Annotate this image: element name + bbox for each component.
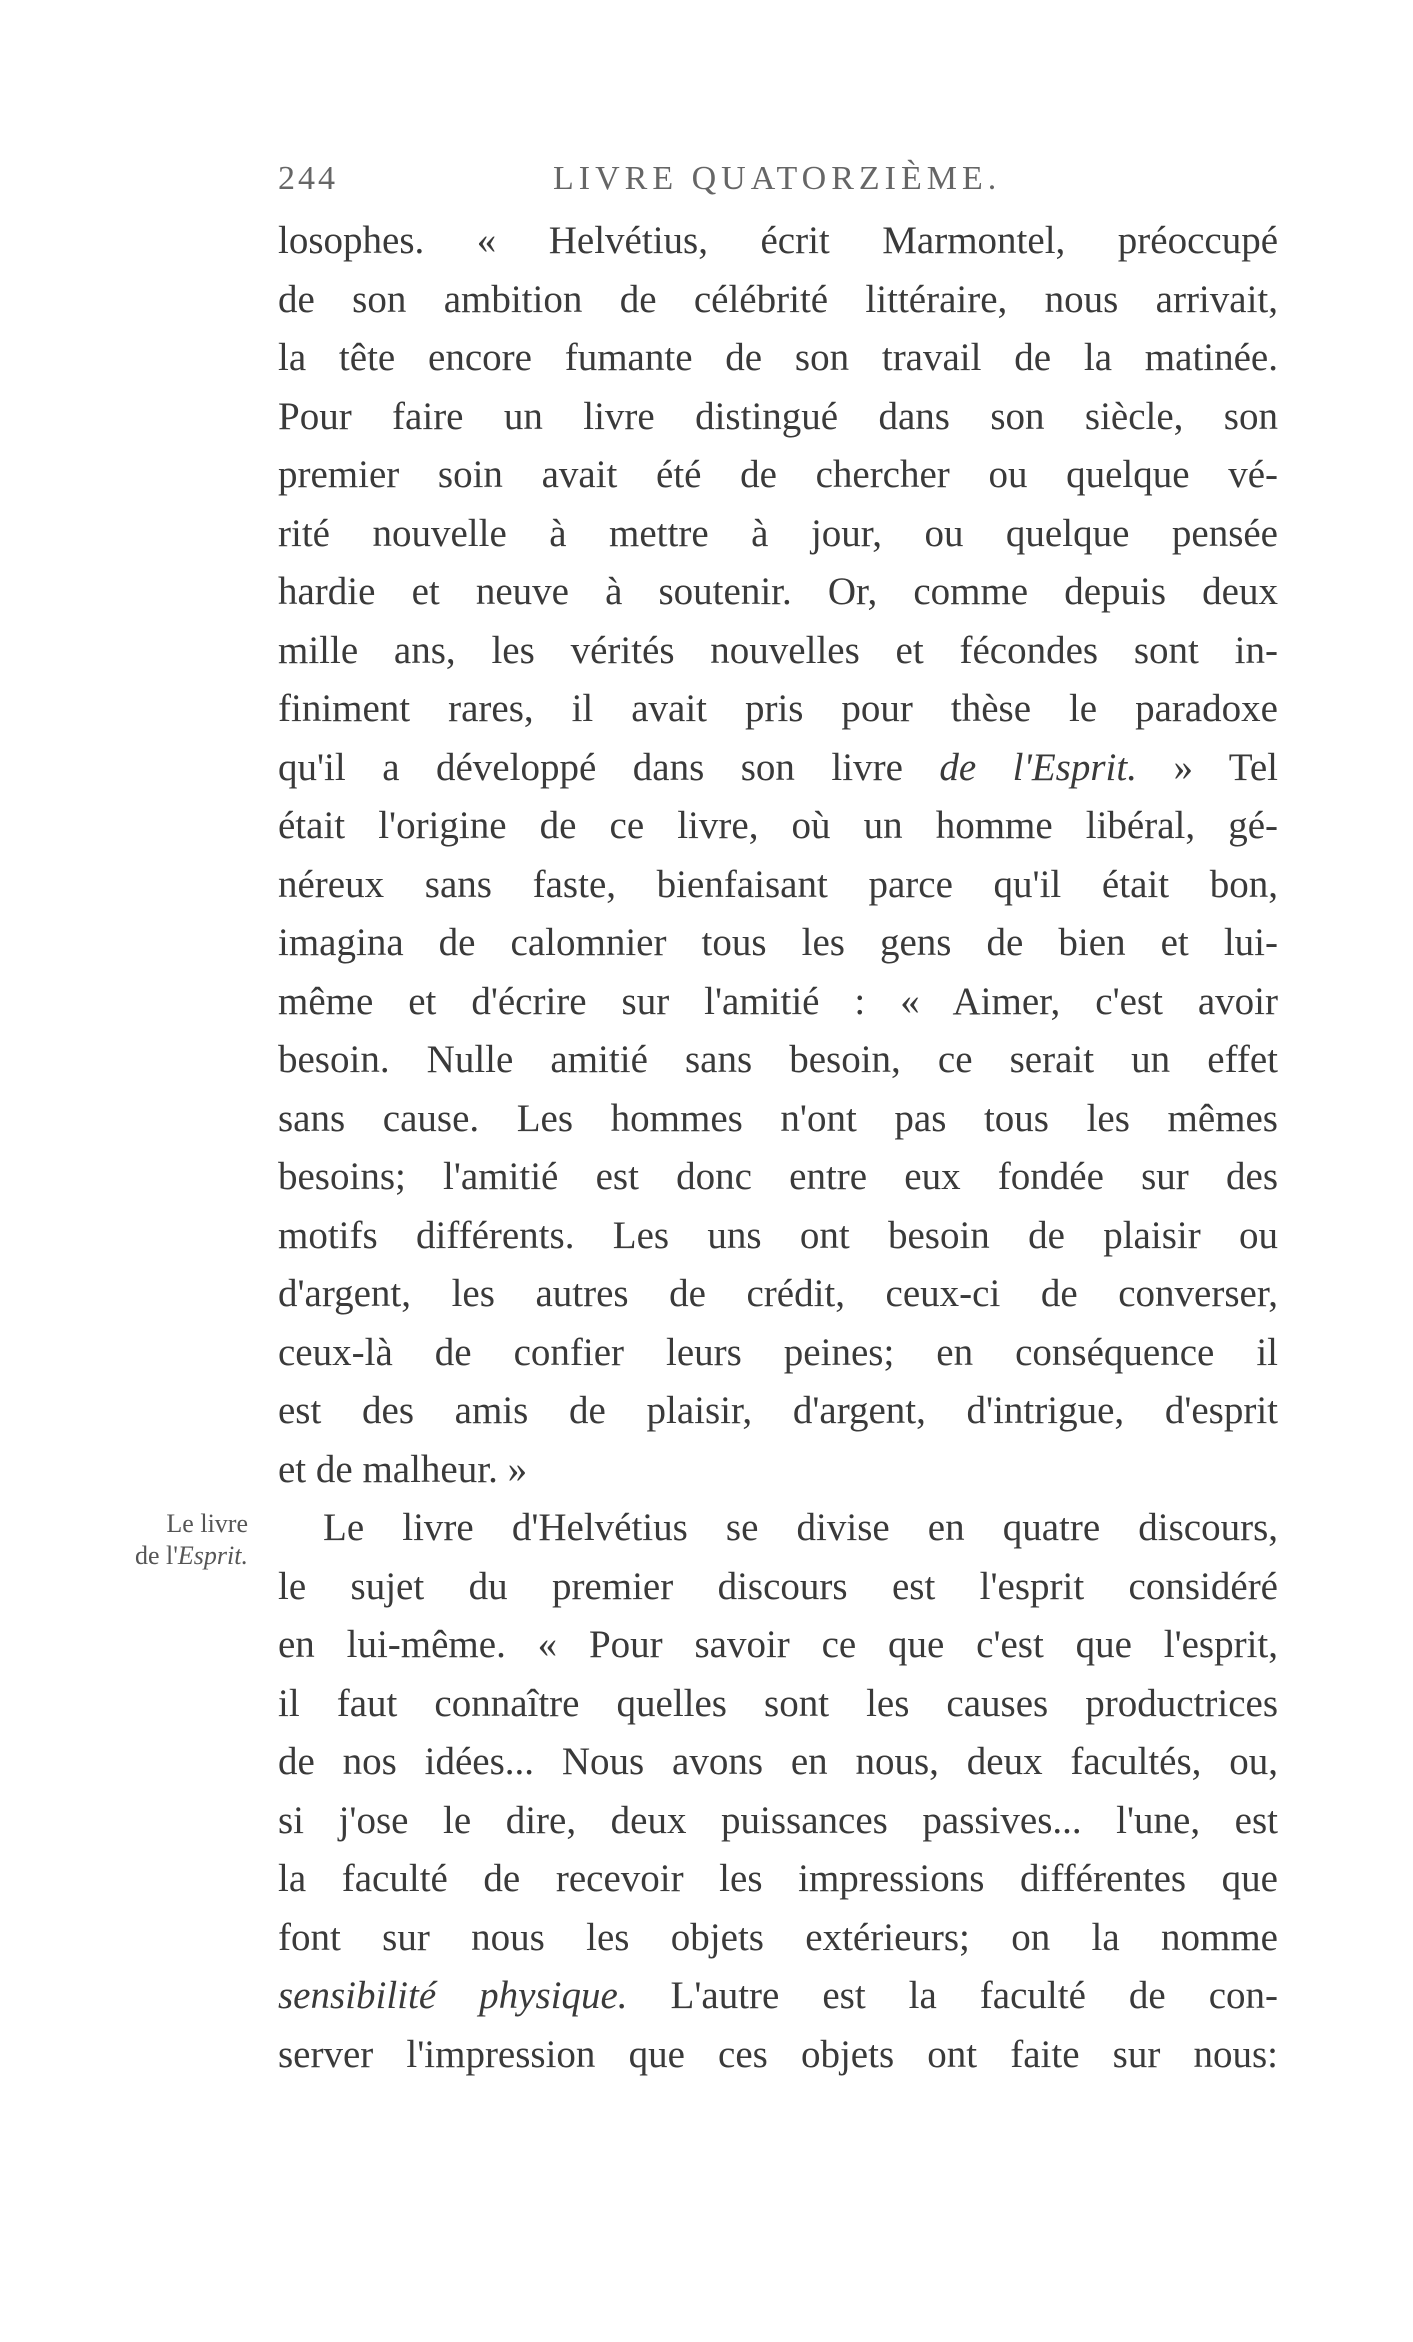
text-line: server l'impression que ces objets ont faite sur nous: bbox=[278, 2032, 1278, 2076]
text-line bbox=[278, 739, 1278, 798]
text-line: était l'origine de ce livre, où un homme libéral, gé- bbox=[278, 804, 1278, 847]
running-header bbox=[278, 160, 1288, 204]
margin-note-line: Le livre bbox=[166, 1509, 248, 1538]
text-line: même et d'écrire sur l'amitié : « Aimer, c'est avoir bbox=[278, 979, 1278, 1023]
margin-note-italic: Esprit. bbox=[177, 1541, 248, 1570]
text-line: rité nouvelle à mettre à jour, ou quelque pensée bbox=[278, 511, 1278, 555]
text-line: premier soin avait été de chercher ou quelque vé- bbox=[278, 453, 1278, 496]
text-line: néreux sans faste, bienfaisant parce qu'il était bon, bbox=[278, 862, 1278, 906]
text-line: finiment rares, il avait pris pour thèse le paradoxe bbox=[278, 687, 1278, 730]
text-line: et de malheur. » bbox=[278, 1447, 528, 1491]
text-line: besoins; l'amitié est donc entre eux fondée sur des bbox=[278, 1155, 1278, 1198]
running-title: LIVRE QUATORZIÈME. bbox=[553, 160, 1002, 197]
page-number: 244 bbox=[278, 160, 338, 197]
text-line: la faculté de recevoir les impressions différentes que bbox=[278, 1857, 1278, 1900]
text-line: le sujet du premier discours est l'esprit considéré bbox=[278, 1564, 1278, 1608]
book-title-italic: de l'Esprit. bbox=[939, 745, 1137, 789]
text-line bbox=[278, 1967, 1278, 2026]
term-italic: sensibilité physique. bbox=[278, 1974, 628, 2017]
body-text bbox=[278, 212, 1278, 2084]
margin-note bbox=[70, 1508, 248, 1572]
text-line: hardie et neuve à soutenir. Or, comme depuis deux bbox=[278, 570, 1278, 613]
text-line: motifs différents. Les uns ont besoin de plaisir ou bbox=[278, 1213, 1278, 1257]
text-line: il faut connaître quelles sont les causes productrices bbox=[278, 1681, 1278, 1725]
text-line: ceux-là de confier leurs peines; en conséquence il bbox=[278, 1330, 1278, 1374]
text-line: de nos idées... Nous avons en nous, deux facultés, ou, bbox=[278, 1740, 1278, 1783]
text-line: la tête encore fumante de son travail de la matinée. bbox=[278, 336, 1278, 379]
text-line: Le livre d'Helvétius se divise en quatre discours, bbox=[323, 1506, 1278, 1549]
text-segment: qu'il a développé dans son livre bbox=[278, 745, 940, 789]
text-line: d'argent, les autres de crédit, ceux-ci de converser, bbox=[278, 1272, 1278, 1315]
text-line: mille ans, les vérités nouvelles et fécondes sont in- bbox=[278, 628, 1278, 672]
text-line: imagina de calomnier tous les gens de bien et lui- bbox=[278, 921, 1278, 964]
margin-note-line bbox=[70, 1540, 248, 1572]
text-segment: » Tel bbox=[1136, 745, 1278, 789]
text-line: sans cause. Les hommes n'ont pas tous les mêmes bbox=[278, 1096, 1278, 1140]
text-line: besoin. Nulle amitié sans besoin, ce serait un effet bbox=[278, 1038, 1278, 1081]
text-line: est des amis de plaisir, d'argent, d'intrigue, d'esprit bbox=[278, 1389, 1278, 1432]
text-line: de son ambition de célébrité littéraire, nous arrivait, bbox=[278, 277, 1278, 321]
text-line: font sur nous les objets extérieurs; on la nomme bbox=[278, 1915, 1278, 1959]
text-line: Pour faire un livre distingué dans son siècle, son bbox=[278, 394, 1278, 438]
text-line: en lui-même. « Pour savoir ce que c'est que l'esprit, bbox=[278, 1623, 1278, 1666]
text-line: losophes. « Helvétius, écrit Marmontel, préoccupé bbox=[278, 219, 1278, 262]
margin-note-prefix: de l' bbox=[134, 1541, 178, 1570]
text-segment: L'autre est la faculté de con- bbox=[627, 1974, 1278, 2017]
text-line: si j'ose le dire, deux puissances passives... l'une, est bbox=[278, 1798, 1278, 1842]
